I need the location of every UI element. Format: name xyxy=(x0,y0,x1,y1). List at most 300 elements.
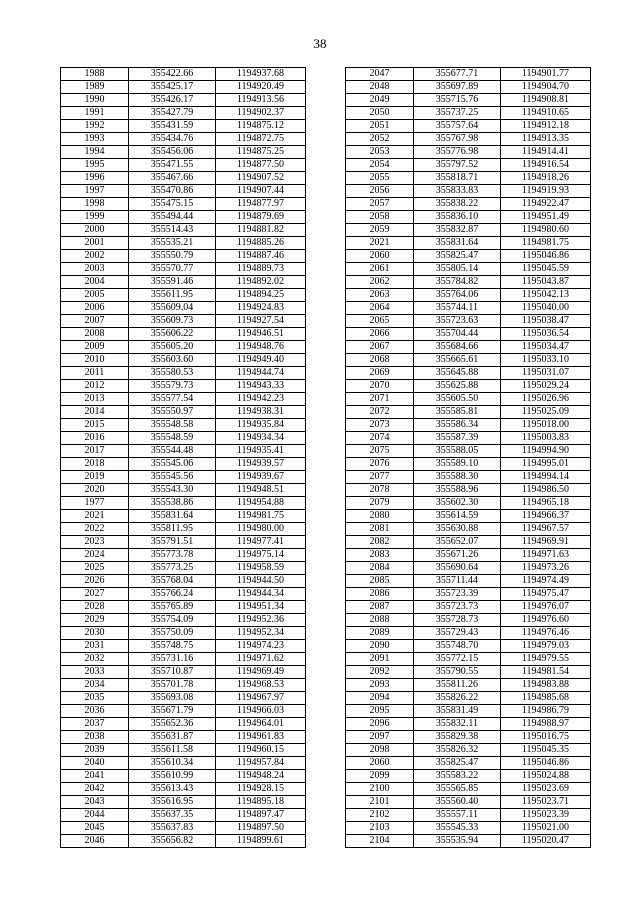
point-number-cell: 2030 xyxy=(61,627,129,640)
table-row xyxy=(61,419,306,432)
y-coordinate-cell: 1195023.71 xyxy=(501,796,591,809)
table-row xyxy=(61,354,306,367)
point-number-cell: 2000 xyxy=(61,224,129,237)
table-row xyxy=(346,536,591,549)
x-coordinate-cell: 355614.59 xyxy=(414,510,501,523)
table-row xyxy=(61,250,306,263)
point-number-cell: 2071 xyxy=(346,393,414,406)
point-number-cell: 2065 xyxy=(346,315,414,328)
table-row xyxy=(346,588,591,601)
point-number-cell: 2088 xyxy=(346,614,414,627)
y-coordinate-cell: 1195024.88 xyxy=(501,770,591,783)
x-coordinate-cell: 355588.30 xyxy=(414,471,501,484)
x-coordinate-cell: 355690.64 xyxy=(414,562,501,575)
point-number-cell: 2095 xyxy=(346,705,414,718)
point-number-cell: 2056 xyxy=(346,185,414,198)
point-number-cell: 2041 xyxy=(61,770,129,783)
point-number-cell: 2040 xyxy=(61,757,129,770)
page-number: 38 xyxy=(313,36,327,51)
y-coordinate-cell: 1194951.49 xyxy=(501,211,591,224)
x-coordinate-cell: 355587.39 xyxy=(414,432,501,445)
y-coordinate-cell: 1194877.50 xyxy=(216,159,306,172)
y-coordinate-cell: 1194979.55 xyxy=(501,653,591,666)
x-coordinate-cell: 355748.75 xyxy=(129,640,216,653)
x-coordinate-cell: 355610.99 xyxy=(129,770,216,783)
y-coordinate-cell: 1194971.63 xyxy=(501,549,591,562)
table-row xyxy=(346,523,591,536)
table-row xyxy=(346,68,591,81)
y-coordinate-cell: 1194986.50 xyxy=(501,484,591,497)
y-coordinate-cell: 1194907.44 xyxy=(216,185,306,198)
x-coordinate-cell: 355784.82 xyxy=(414,276,501,289)
y-coordinate-cell: 1194967.97 xyxy=(216,692,306,705)
x-coordinate-cell: 355811.95 xyxy=(129,523,216,536)
x-coordinate-cell: 355838.22 xyxy=(414,198,501,211)
point-number-cell: 2091 xyxy=(346,653,414,666)
point-number-cell: 2036 xyxy=(61,705,129,718)
x-coordinate-cell: 355535.94 xyxy=(414,835,501,848)
y-coordinate-cell: 1194948.76 xyxy=(216,341,306,354)
point-number-cell: 1997 xyxy=(61,185,129,198)
table-row xyxy=(61,276,306,289)
x-coordinate-cell: 355535.21 xyxy=(129,237,216,250)
table-row xyxy=(61,835,306,848)
point-number-cell: 2002 xyxy=(61,250,129,263)
x-coordinate-cell: 355467.66 xyxy=(129,172,216,185)
point-number-cell: 2053 xyxy=(346,146,414,159)
y-coordinate-cell: 1194979.03 xyxy=(501,640,591,653)
table-row xyxy=(61,432,306,445)
table-row xyxy=(346,640,591,653)
y-coordinate-cell: 1195026.96 xyxy=(501,393,591,406)
table-row xyxy=(346,81,591,94)
x-coordinate-cell: 355773.25 xyxy=(129,562,216,575)
point-number-cell: 2079 xyxy=(346,497,414,510)
point-number-cell: 2023 xyxy=(61,536,129,549)
y-coordinate-cell: 1194881.82 xyxy=(216,224,306,237)
table-row xyxy=(61,107,306,120)
x-coordinate-cell: 355637.83 xyxy=(129,822,216,835)
point-number-cell: 1990 xyxy=(61,94,129,107)
table-row xyxy=(346,211,591,224)
table-row xyxy=(61,172,306,185)
table-row xyxy=(61,744,306,757)
point-number-cell: 2099 xyxy=(346,770,414,783)
y-coordinate-cell: 1195042.13 xyxy=(501,289,591,302)
point-number-cell: 2013 xyxy=(61,393,129,406)
y-coordinate-cell: 1194944.50 xyxy=(216,575,306,588)
x-coordinate-cell: 355744.11 xyxy=(414,302,501,315)
x-coordinate-cell: 355765.89 xyxy=(129,601,216,614)
table-row xyxy=(346,133,591,146)
x-coordinate-cell: 355514.43 xyxy=(129,224,216,237)
point-number-cell: 2103 xyxy=(346,822,414,835)
y-coordinate-cell: 1195031.07 xyxy=(501,367,591,380)
point-number-cell: 2031 xyxy=(61,640,129,653)
table-row xyxy=(346,653,591,666)
table-row xyxy=(61,445,306,458)
y-coordinate-cell: 1194966.03 xyxy=(216,705,306,718)
table-row xyxy=(61,406,306,419)
point-number-cell: 1988 xyxy=(61,68,129,81)
point-number-cell: 2067 xyxy=(346,341,414,354)
table-row xyxy=(61,510,306,523)
x-coordinate-cell: 355422.66 xyxy=(129,68,216,81)
y-coordinate-cell: 1194894.25 xyxy=(216,289,306,302)
point-number-cell: 2055 xyxy=(346,172,414,185)
y-coordinate-cell: 1194980.00 xyxy=(216,523,306,536)
point-number-cell: 2050 xyxy=(346,107,414,120)
table-row xyxy=(61,562,306,575)
table-row xyxy=(346,263,591,276)
point-number-cell: 2051 xyxy=(346,120,414,133)
y-coordinate-cell: 1194924.83 xyxy=(216,302,306,315)
table-row xyxy=(346,666,591,679)
x-coordinate-cell: 355748.70 xyxy=(414,640,501,653)
y-coordinate-cell: 1194879.69 xyxy=(216,211,306,224)
table-row xyxy=(61,653,306,666)
table-row xyxy=(346,341,591,354)
x-coordinate-cell: 355603.60 xyxy=(129,354,216,367)
y-coordinate-cell: 1194969.91 xyxy=(501,536,591,549)
table-row xyxy=(346,250,591,263)
table-row xyxy=(61,68,306,81)
table-row xyxy=(346,198,591,211)
y-coordinate-cell: 1194938.31 xyxy=(216,406,306,419)
y-coordinate-cell: 1194957.84 xyxy=(216,757,306,770)
point-number-cell: 2064 xyxy=(346,302,414,315)
x-coordinate-cell: 355588.05 xyxy=(414,445,501,458)
x-coordinate-cell: 355425.17 xyxy=(129,81,216,94)
table-row xyxy=(61,458,306,471)
x-coordinate-cell: 355570.77 xyxy=(129,263,216,276)
x-coordinate-cell: 355470.86 xyxy=(129,185,216,198)
x-coordinate-cell: 355797.52 xyxy=(414,159,501,172)
point-number-cell: 2074 xyxy=(346,432,414,445)
table-row xyxy=(61,367,306,380)
table-row xyxy=(346,367,591,380)
table-row xyxy=(61,692,306,705)
point-number-cell: 2020 xyxy=(61,484,129,497)
x-coordinate-cell: 355545.33 xyxy=(414,822,501,835)
x-coordinate-cell: 355456.06 xyxy=(129,146,216,159)
y-coordinate-cell: 1194892.02 xyxy=(216,276,306,289)
point-number-cell: 2021 xyxy=(346,237,414,250)
point-number-cell: 2098 xyxy=(346,744,414,757)
x-coordinate-cell: 355728.73 xyxy=(414,614,501,627)
y-coordinate-cell: 1194976.07 xyxy=(501,601,591,614)
point-number-cell: 1991 xyxy=(61,107,129,120)
x-coordinate-cell: 355805.14 xyxy=(414,263,501,276)
y-coordinate-cell: 1194942.23 xyxy=(216,393,306,406)
x-coordinate-cell: 355583.22 xyxy=(414,770,501,783)
x-coordinate-cell: 355831.49 xyxy=(414,705,501,718)
point-number-cell: 2005 xyxy=(61,289,129,302)
point-number-cell: 2057 xyxy=(346,198,414,211)
y-coordinate-cell: 1194928.15 xyxy=(216,783,306,796)
table-row xyxy=(61,120,306,133)
y-coordinate-cell: 1194968.53 xyxy=(216,679,306,692)
table-row xyxy=(61,185,306,198)
table-row xyxy=(61,94,306,107)
table-row xyxy=(61,640,306,653)
y-coordinate-cell: 1195023.69 xyxy=(501,783,591,796)
x-coordinate-cell: 355591.46 xyxy=(129,276,216,289)
x-coordinate-cell: 355550.79 xyxy=(129,250,216,263)
point-number-cell: 2007 xyxy=(61,315,129,328)
x-coordinate-cell: 355723.73 xyxy=(414,601,501,614)
y-coordinate-cell: 1194966.37 xyxy=(501,510,591,523)
x-coordinate-cell: 355832.87 xyxy=(414,224,501,237)
table-row xyxy=(346,549,591,562)
y-coordinate-cell: 1194948.24 xyxy=(216,770,306,783)
point-number-cell: 2063 xyxy=(346,289,414,302)
x-coordinate-cell: 355613.43 xyxy=(129,783,216,796)
table-row xyxy=(61,666,306,679)
table-row xyxy=(61,822,306,835)
x-coordinate-cell: 355577.54 xyxy=(129,393,216,406)
x-coordinate-cell: 355652.07 xyxy=(414,536,501,549)
table-row xyxy=(61,536,306,549)
point-number-cell: 2024 xyxy=(61,549,129,562)
table-row xyxy=(61,341,306,354)
x-coordinate-cell: 355605.20 xyxy=(129,341,216,354)
point-number-cell: 2032 xyxy=(61,653,129,666)
table-row xyxy=(346,744,591,757)
point-number-cell: 2039 xyxy=(61,744,129,757)
y-coordinate-cell: 1194944.34 xyxy=(216,588,306,601)
point-number-cell: 2029 xyxy=(61,614,129,627)
point-number-cell: 2016 xyxy=(61,432,129,445)
y-coordinate-cell: 1195033.10 xyxy=(501,354,591,367)
y-coordinate-cell: 1194943.33 xyxy=(216,380,306,393)
point-number-cell: 2092 xyxy=(346,666,414,679)
point-number-cell: 2062 xyxy=(346,276,414,289)
point-number-cell: 2037 xyxy=(61,718,129,731)
point-number-cell: 2045 xyxy=(61,822,129,835)
point-number-cell: 2018 xyxy=(61,458,129,471)
table-row xyxy=(61,588,306,601)
table-row xyxy=(346,835,591,848)
table-row xyxy=(346,328,591,341)
point-number-cell: 2077 xyxy=(346,471,414,484)
y-coordinate-cell: 1195036.54 xyxy=(501,328,591,341)
point-number-cell: 2072 xyxy=(346,406,414,419)
x-coordinate-cell: 355710.87 xyxy=(129,666,216,679)
table-row xyxy=(346,107,591,120)
table-row xyxy=(346,471,591,484)
x-coordinate-cell: 355790.55 xyxy=(414,666,501,679)
point-number-cell: 2094 xyxy=(346,692,414,705)
table-row xyxy=(61,523,306,536)
point-number-cell: 2052 xyxy=(346,133,414,146)
x-coordinate-cell: 355656.82 xyxy=(129,835,216,848)
table-row xyxy=(346,289,591,302)
table-row xyxy=(61,133,306,146)
y-coordinate-cell: 1194902.37 xyxy=(216,107,306,120)
table-row xyxy=(61,198,306,211)
y-coordinate-cell: 1194912.18 xyxy=(501,120,591,133)
y-coordinate-cell: 1194973.26 xyxy=(501,562,591,575)
y-coordinate-cell: 1194916.54 xyxy=(501,159,591,172)
point-number-cell: 2061 xyxy=(346,263,414,276)
table-row xyxy=(61,393,306,406)
x-coordinate-cell: 355609.04 xyxy=(129,302,216,315)
table-row xyxy=(346,315,591,328)
x-coordinate-cell: 355579.73 xyxy=(129,380,216,393)
point-number-cell: 2073 xyxy=(346,419,414,432)
table-row xyxy=(346,796,591,809)
y-coordinate-cell: 1195016.75 xyxy=(501,731,591,744)
y-coordinate-cell: 1194965.18 xyxy=(501,497,591,510)
y-coordinate-cell: 1194974.23 xyxy=(216,640,306,653)
y-coordinate-cell: 1194907.52 xyxy=(216,172,306,185)
table-row xyxy=(346,679,591,692)
y-coordinate-cell: 1194944.74 xyxy=(216,367,306,380)
x-coordinate-cell: 355431.59 xyxy=(129,120,216,133)
table-row xyxy=(346,406,591,419)
table-row xyxy=(346,718,591,731)
point-number-cell: 2001 xyxy=(61,237,129,250)
y-coordinate-cell: 1194954.88 xyxy=(216,497,306,510)
point-number-cell: 2086 xyxy=(346,588,414,601)
point-number-cell: 1989 xyxy=(61,81,129,94)
point-number-cell: 2076 xyxy=(346,458,414,471)
x-coordinate-cell: 355585.81 xyxy=(414,406,501,419)
x-coordinate-cell: 355625.88 xyxy=(414,380,501,393)
table-row xyxy=(61,484,306,497)
x-coordinate-cell: 355652.36 xyxy=(129,718,216,731)
point-number-cell: 1993 xyxy=(61,133,129,146)
point-number-cell: 2097 xyxy=(346,731,414,744)
table-row xyxy=(61,159,306,172)
table-row xyxy=(346,185,591,198)
y-coordinate-cell: 1195018.00 xyxy=(501,419,591,432)
y-coordinate-cell: 1194887.46 xyxy=(216,250,306,263)
y-coordinate-cell: 1195003.83 xyxy=(501,432,591,445)
point-number-cell: 2084 xyxy=(346,562,414,575)
table-row xyxy=(346,172,591,185)
point-number-cell: 2049 xyxy=(346,94,414,107)
point-number-cell: 2044 xyxy=(61,809,129,822)
x-coordinate-cell: 355605.50 xyxy=(414,393,501,406)
point-number-cell: 2068 xyxy=(346,354,414,367)
point-number-cell: 2054 xyxy=(346,159,414,172)
x-coordinate-cell: 355588.96 xyxy=(414,484,501,497)
x-coordinate-cell: 355557.11 xyxy=(414,809,501,822)
x-coordinate-cell: 355665.61 xyxy=(414,354,501,367)
point-number-cell: 2085 xyxy=(346,575,414,588)
table-row xyxy=(346,432,591,445)
x-coordinate-cell: 355791.51 xyxy=(129,536,216,549)
y-coordinate-cell: 1194981.54 xyxy=(501,666,591,679)
table-row xyxy=(346,731,591,744)
table-row xyxy=(346,484,591,497)
x-coordinate-cell: 355671.26 xyxy=(414,549,501,562)
x-coordinate-cell: 355836.10 xyxy=(414,211,501,224)
point-number-cell: 2069 xyxy=(346,367,414,380)
table-row xyxy=(61,614,306,627)
y-coordinate-cell: 1194922.47 xyxy=(501,198,591,211)
y-coordinate-cell: 1194872.75 xyxy=(216,133,306,146)
x-coordinate-cell: 355538.86 xyxy=(129,497,216,510)
y-coordinate-cell: 1194913.35 xyxy=(501,133,591,146)
point-number-cell: 2015 xyxy=(61,419,129,432)
y-coordinate-cell: 1195029.24 xyxy=(501,380,591,393)
y-coordinate-cell: 1194985.68 xyxy=(501,692,591,705)
point-number-cell: 1994 xyxy=(61,146,129,159)
table-row xyxy=(61,315,306,328)
table-row xyxy=(346,120,591,133)
y-coordinate-cell: 1194939.67 xyxy=(216,471,306,484)
x-coordinate-cell: 355545.56 xyxy=(129,471,216,484)
table-row xyxy=(346,354,591,367)
table-row xyxy=(61,679,306,692)
point-number-cell: 2043 xyxy=(61,796,129,809)
x-coordinate-cell: 355606.22 xyxy=(129,328,216,341)
x-coordinate-cell: 355630.88 xyxy=(414,523,501,536)
y-coordinate-cell: 1194951.34 xyxy=(216,601,306,614)
x-coordinate-cell: 355729.43 xyxy=(414,627,501,640)
point-number-cell: 2021 xyxy=(61,510,129,523)
y-coordinate-cell: 1194964.01 xyxy=(216,718,306,731)
x-coordinate-cell: 355610.34 xyxy=(129,757,216,770)
x-coordinate-cell: 355544.48 xyxy=(129,445,216,458)
table-row xyxy=(61,731,306,744)
table-row xyxy=(61,237,306,250)
point-number-cell: 2078 xyxy=(346,484,414,497)
y-coordinate-cell: 1194960.15 xyxy=(216,744,306,757)
x-coordinate-cell: 355825.47 xyxy=(414,250,501,263)
point-number-cell: 2025 xyxy=(61,562,129,575)
x-coordinate-cell: 355768.04 xyxy=(129,575,216,588)
y-coordinate-cell: 1194889.73 xyxy=(216,263,306,276)
point-number-cell: 2019 xyxy=(61,471,129,484)
table-row xyxy=(61,718,306,731)
y-coordinate-cell: 1194969.49 xyxy=(216,666,306,679)
point-number-cell: 2075 xyxy=(346,445,414,458)
y-coordinate-cell: 1195040.00 xyxy=(501,302,591,315)
point-number-cell: 2096 xyxy=(346,718,414,731)
point-number-cell: 2038 xyxy=(61,731,129,744)
point-number-cell: 2060 xyxy=(346,757,414,770)
point-number-cell: 2081 xyxy=(346,523,414,536)
x-coordinate-cell: 355693.08 xyxy=(129,692,216,705)
y-coordinate-cell: 1194934.34 xyxy=(216,432,306,445)
point-number-cell: 1999 xyxy=(61,211,129,224)
y-coordinate-cell: 1194897.47 xyxy=(216,809,306,822)
x-coordinate-cell: 355427.79 xyxy=(129,107,216,120)
table-row xyxy=(346,627,591,640)
point-number-cell: 2101 xyxy=(346,796,414,809)
x-coordinate-cell: 355737.25 xyxy=(414,107,501,120)
y-coordinate-cell: 1194986.79 xyxy=(501,705,591,718)
y-coordinate-cell: 1194980.60 xyxy=(501,224,591,237)
table-row xyxy=(61,81,306,94)
table-row xyxy=(61,211,306,224)
table-row xyxy=(346,692,591,705)
x-coordinate-cell: 355750.09 xyxy=(129,627,216,640)
point-number-cell: 2066 xyxy=(346,328,414,341)
coordinates-table-left xyxy=(60,67,306,848)
point-number-cell: 2028 xyxy=(61,601,129,614)
table-row xyxy=(61,575,306,588)
table-row xyxy=(61,471,306,484)
y-coordinate-cell: 1194975.14 xyxy=(216,549,306,562)
point-number-cell: 2089 xyxy=(346,627,414,640)
x-coordinate-cell: 355754.09 xyxy=(129,614,216,627)
y-coordinate-cell: 1194946.51 xyxy=(216,328,306,341)
